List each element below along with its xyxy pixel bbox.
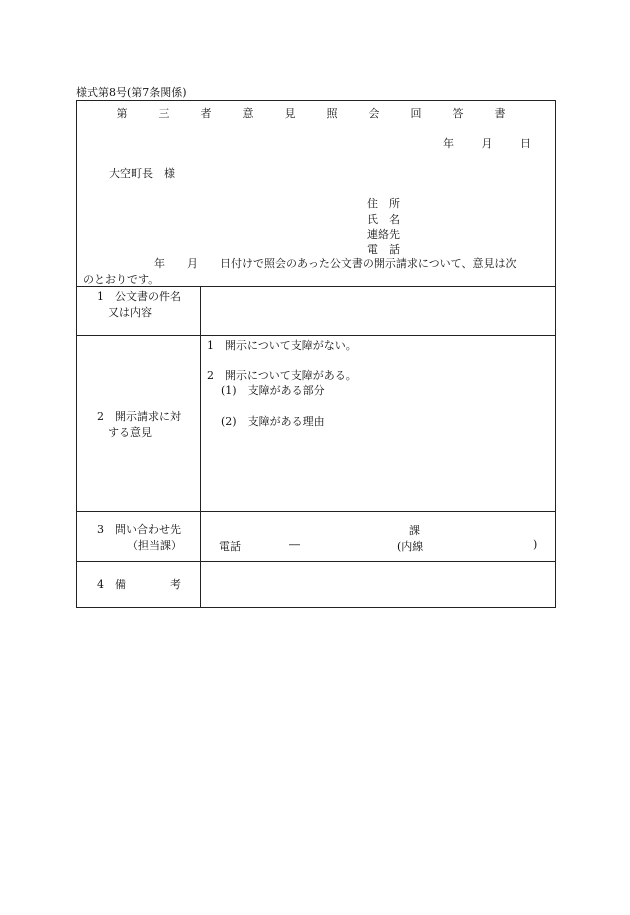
opinion-label-line1: 2 開示請求に対 (97, 410, 181, 423)
doc-label-line1: 1 公文書の件名 (97, 290, 181, 303)
contact-phone-label: 電話 (219, 540, 241, 553)
contact-section-label: 課 (409, 524, 420, 537)
row-divider-1 (77, 335, 555, 336)
row-divider-2 (77, 511, 555, 512)
remarks-label: 4 備 考 (97, 578, 181, 591)
contact-close-paren: ) (533, 538, 538, 551)
form-number: 様式第8号(第7条関係) (76, 86, 187, 99)
row-divider-3 (77, 561, 555, 562)
opinion-option-1: 1 開示について支障がない。 (207, 339, 357, 352)
addressee: 大空町長 様 (109, 167, 175, 180)
opinion-sub-2: (2) 支障がある理由 (221, 415, 325, 428)
intro-text-line2: のとおりです。 (83, 273, 160, 286)
opinion-sub-1: (1) 支障がある部分 (221, 384, 325, 397)
sender-address-label: 住 所 (367, 197, 400, 210)
opinion-label-line2: する意見 (97, 426, 152, 439)
opinion-option-2: 2 開示について支障がある。 (207, 369, 357, 382)
contact-label-line1: 3 問い合わせ先 (97, 523, 181, 536)
sender-name-label: 氏 名 (367, 213, 400, 226)
contact-extension-label: (内線 (397, 540, 424, 553)
date-line (419, 135, 531, 151)
date-year: 年 (443, 137, 454, 150)
form-frame (76, 100, 556, 608)
contact-phone-dash: ― (289, 538, 300, 551)
contact-label-line2: （担当課） (127, 539, 182, 552)
intro-text-line1: 年 月 日付けで照会のあった公文書の開示請求について、意見は次 (154, 257, 517, 270)
date-month: 月 (481, 137, 493, 150)
column-divider (200, 286, 201, 608)
sender-phone-label: 電 話 (367, 243, 400, 256)
sender-contact-label: 連絡先 (367, 228, 400, 241)
doc-label-line2: 又は内容 (97, 306, 152, 319)
table-top-border (77, 286, 555, 287)
form-title: 第 三 者 意 見 照 会 回 答 書 (116, 107, 516, 120)
date-day: 日 (520, 137, 531, 150)
